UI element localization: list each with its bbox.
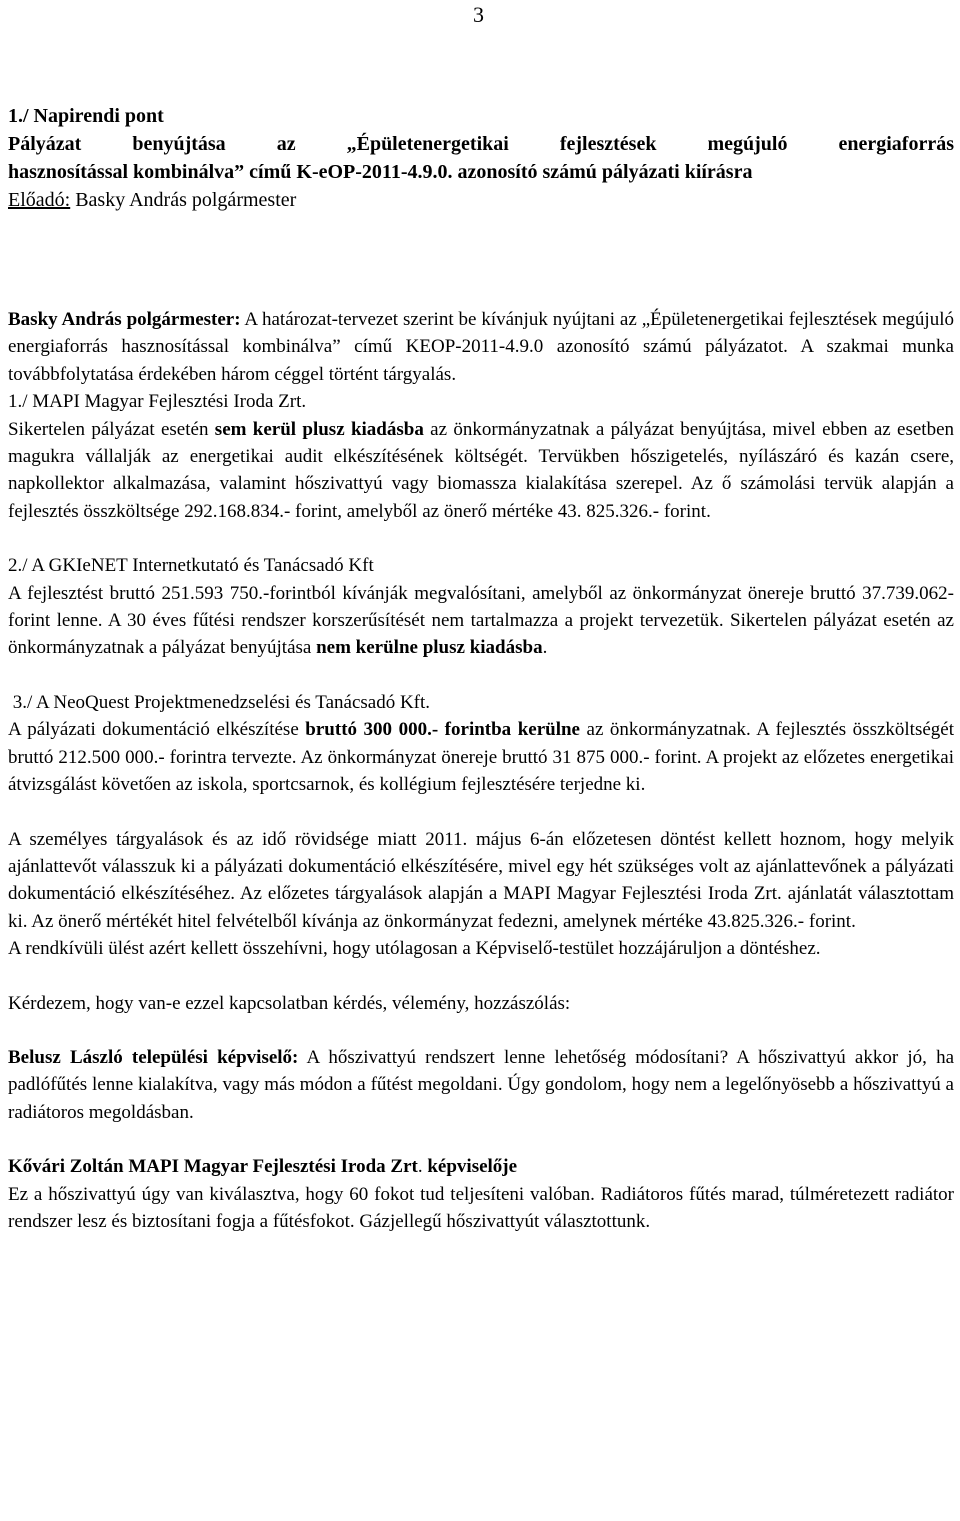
offer-2-text-c: . [542,637,548,659]
question-paragraph: Kérdezem, hogy van-e ezzel kapcsolatban kérdés, vélemény, hozzászólás: [8,992,571,1014]
offer-1-text-a: Sikertelen pályázat esetén [8,418,215,440]
offer-1-text-c: az önkormányzatnak a pályázat benyújtása, mivel ebben az esetben magukra vállalják az energetikai audit elkészítésének költségét. Tervükben hőszigetelés, nyílászáró és kazán csere, napkollektor alkalmazása, valamint hőszivattyú vagy biomassza kialakítása szerepel. Az ő számolási tervük alapján a fejlesztés összköltsége 292.168.834.- forint, amelyből az önerő mértéke 43. 825.326.- forint. [8,418,955,522]
agenda-header [8,102,954,214]
page-number: 3 [473,2,484,27]
kovari-dot: . [417,1156,428,1178]
presenter [8,186,954,214]
mayor-statement [8,306,954,388]
extraordinary-meeting-paragraph: A rendkívüli ülést azért kellett összehívni, hogy utólagosan a Képviselő-testület hozzájáruljon a döntéshez. [8,938,821,960]
offer-3-title: 3./ A NeoQuest Projektmenedzselési és Tanácsadó Kft. [8,691,431,713]
kovari-role: képviselője [427,1156,518,1178]
offer-3-text [8,716,954,798]
offer-2-text-bold: nem kerülne plusz kiadásba [316,637,543,659]
offer-3-text-c: az önkormányzatnak. A fejlesztés összköltségét bruttó 212.500 000.- forintra tervezte. Az önkormányzat önereje bruttó 31 875 000.- forint. A projekt az előzetes energetikai átvizsgálást követően az iskola, sportcsarnok, és kollégium fejlesztésére terjedne ki. [8,719,955,796]
offer-2-text-a: A fejlesztést bruttó 251.593 750.-forintból kívánják megvalósítani, amelyből az önkormányzat önereje bruttó 37.739.062- forint lenne. A 30 éves fűtési rendszer korszerűsítését nem tartalmazza a projekt tervezetük. Sikertelen pályázat esetén az önkormányzatnak a pályázat benyújtása [8,582,954,659]
mayor-speaker: Basky András polgármester: [8,309,241,330]
kovari-text: Ez a hőszivattyú úgy van kiválasztva, hogy 60 fokot tud teljesíteni valóban. Radiátoros fűtés marad, túlméretezett radiátor rendszer lesz és biztosítani fogja a fűtésfokot. Gázjellegű hőszivattyút választottunk. [8,1183,954,1232]
offer-1-text-bold: sem kerül plusz kiadásba [214,418,424,440]
belusz-statement [8,1044,954,1126]
offer-3-text-bold: bruttó 300 000.- forintba kerülne [305,719,580,741]
offer-3-text-a: A pályázati dokumentáció elkészítése [8,719,306,741]
offer-2-title: 2./ A GKIeNET Internetkutató és Tanácsadó Kft [8,555,374,577]
meetings-paragraph: A személyes tárgyalások és az idő rövidsége miatt 2011. május 6-án előzetesen döntést kellett hoznom, hogy melyik ajánlattevőt válasszuk ki a pályázati dokumentáció elkészítésére, mivel egy hét szükséges volt az ajánlattevőnek a pályázati dokumentáció elkészítéséhez. Az előzetes tárgyalások alapján a MAPI Magyar Fejlesztési Iroda Zrt. ajánlatát választottam ki. Az önerő mértékét hitel felvételből kívánja az önkormányzat fedezni, amelynek mértéke 43.825.326.- forint. [8,828,954,932]
offer-1-title: 1./ MAPI Magyar Fejlesztési Iroda Zrt. [8,391,307,413]
kovari-speaker: Kővári Zoltán MAPI Magyar Fejlesztési Iroda Zrt [8,1156,418,1178]
offer-1-text [8,416,954,526]
kovari-heading [8,1153,954,1180]
agenda-title-line-2: hasznosítással kombinálva” című K-eOP-2011-4.9.0. azonosító számú pályázati kiírásra [8,161,753,183]
agenda-item-number: 1./ Napirendi pont [8,105,164,127]
belusz-text: A hőszivattyú rendszert lenne lehetőség módosítani? A hőszivattyú akkor jó, ha padlófűtés lenne kialakítva, vagy más módon a fűtést megoldani. Úgy gondolom, hogy nem a legelőnyösebb a hőszivattyú a radiátoros megoldásban. [8,1046,955,1123]
presenter-label: Előadó: [8,189,71,211]
presenter-name: Basky András polgármester [70,189,297,211]
offer-2-text [8,580,954,662]
belusz-speaker: Belusz László települési képviselő: [8,1046,299,1068]
agenda-title-line-1: Pályázat benyújtása az „Épületenergetikai fejlesztések megújuló energiaforrás [8,133,954,155]
mayor-text: A határozat-tervezet szerint be kívánjuk nyújtani az „Épületenergetikai fejlesztések megújuló energiaforrás hasznosítással kombinálva” című KEOP-2011-4.9.0 azonosító számú pályázatot. A szakmai munka továbbfolytatása érdekében három céggel történt tárgyalás. [8,309,954,385]
document-body [8,306,954,1235]
